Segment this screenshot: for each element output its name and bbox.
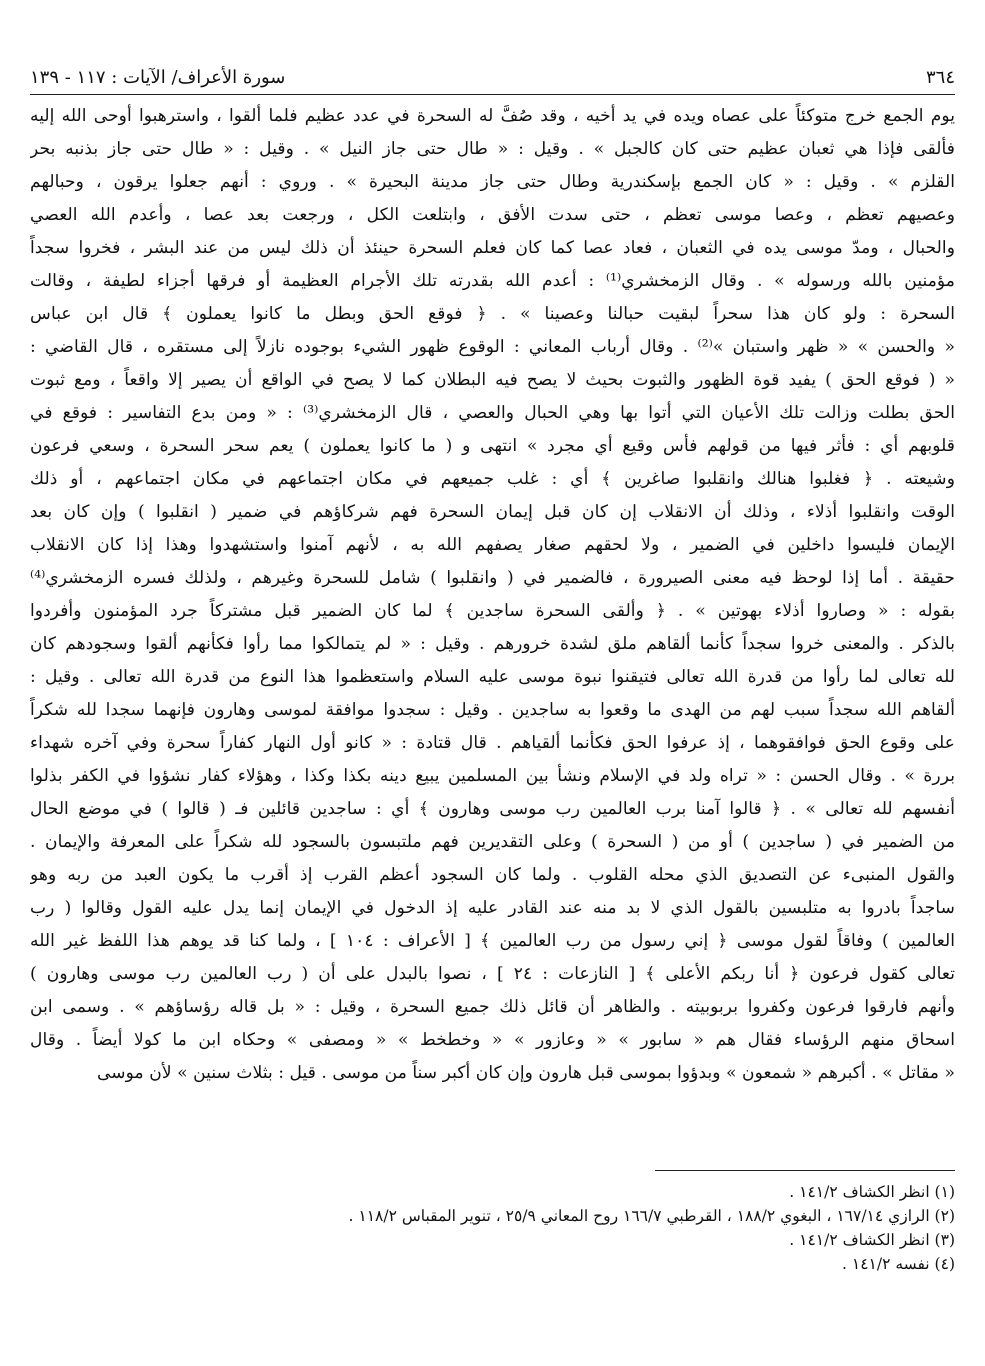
text-line: ساجداً بادروا به متلبسين بالقول الذي لا بد منه عند القادر عليه إذ الدخول في الإيمان إنما يدل عليه القول وقالوا ( رب [30, 898, 955, 918]
header-rule [30, 94, 955, 95]
text-line: العالمين ) وفاقاً لقول موسى ﴿ إني رسول من رب العالمين ﴾ [ الأعراف : ١٠٤ ] ، ولما كنا قد يوهم هذا اللفظ غير الله [30, 931, 955, 951]
text-line: تعالى كقول فرعون ﴿ أنا ربكم الأعلى ﴾ [ النازعات : ٢٤ ] ، نصوا بالبدل على أن ( رب العالمين رب موسى وهارون ) [30, 964, 955, 984]
text-line: « ( فوقع الحق ) يفيد قوة الظهور والثبوت بحيث لا يصح فيه البطلان كما لا يصح في الواقع أن يصير إلا واقعاً ، ومع ثبوت [30, 370, 955, 390]
text-line: على وقوع الحق فوافقوهما ، إذ عرفوا الحق فكأنما ألقياهم . قال قتادة : « كانو أول النهار كفاراً سحرة وفي آخره شهداء [30, 733, 955, 753]
text-line: والحبال ، ومدّ موسى يده في الثعبان ، فعاد عصا كما كان فعلم السحرة حينئذ أن ذلك ليس من عند البشر ، فخروا سجداً [30, 238, 955, 258]
text-line: « والحسن » « ظهر واستبان »⁽²⁾ . وقال أرباب المعاني : الوقوع ظهور الشيء بوجوده نازلاً إلى مستقره ، قال القاضي : [30, 337, 955, 357]
text-line: القلزم » . وقيل : « كان الجمع بإسكندرية وطال حتى جاز مدينة البحيرة » . وروي : أنهم جعلوا يرقون ، وحبالهم [30, 172, 955, 192]
footnote: (١) انظر الكشاف ١٤١/٢ . [789, 1183, 955, 1201]
page-number: ٣٦٤ [925, 67, 955, 88]
body-text [30, 100, 955, 1090]
running-title: سورة الأعراف/ الآيات : ١١٧ - ١٣٩ [30, 67, 286, 88]
page-header [30, 60, 955, 93]
text-line: لله تعالى لما رأوا من قدرة الله تعالى فتيقنوا نبوة موسى عليه السلام واستعظموا هذا النوع من قدرة الله تعالى . وقيل : [30, 667, 955, 687]
footnotes [30, 1180, 955, 1276]
text-line: الحق بطلت وزالت تلك الأعيان التي أتوا بها وهي الحبال والعصي ، قال الزمخشري⁽³⁾ : « ومن بدع التفاسير : فوقع في [30, 403, 955, 423]
text-line: بررة » . وقال الحسن : « تراه ولد في الإسلام ونشأ بين المسلمين يبيع دينه بكذا وكذا ، وهؤلاء كفار نشؤوا في الكفر بذلوا [30, 766, 955, 786]
text-line: الإيمان فليسوا داخلين في الضمير ، ولا لحقهم صغار يصفهم الله به ، لأنهم آمنوا واستشهدوا وهذا إذا كان الانقلاب [30, 535, 955, 555]
text-line: مؤمنين بالله ورسوله » . وقال الزمخشري⁽¹⁾ : أعدم الله بقدرته تلك الأجرام العظيمة أو فرقها أجزاء لطيفة ، وقالت [30, 271, 955, 291]
text-line: حقيقة . أما إذا لوحظ فيه معنى الصيرورة ، فالضمير في ( وانقلبوا ) شامل للسحرة وغيرهم ، ولذلك فسره الزمخشري⁽⁴⁾ [30, 568, 955, 588]
text-line: يوم الجمع خرج متوكئاً على عصاه ويده في يد أخيه ، وقد صُفَّ له السحرة في عدد عظيم فلما ألقوا ، واسترهبوا أوحى الله إليه [30, 106, 955, 126]
text-line: ألقاهم الله سجداً سبب لهم من الهدى ما وقعوا به ساجدين . وقيل : سجدوا موافقة لموسى وهارون فإنهما سجدا لله شكراً [30, 700, 955, 720]
text-line: والقول المنبىء عن التصديق الذي محله القلوب . ولما كان السجود أعظم القرب إذ أقرب ما يكون العبد من ربه وهو [30, 865, 955, 885]
text-line: أنفسهم لله تعالى » . ﴿ قالوا آمنا برب العالمين رب موسى وهارون ﴾ أي : ساجدين قائلين فـ ( قالوا ) في موضع الحال [30, 799, 955, 819]
footnote: (٣) انظر الكشاف ١٤١/٢ . [789, 1231, 955, 1249]
text-line: اسحاق منهم الرؤساء فقال هم « سابور » « وعازور » « وخطخط » « ومصفى » وحكاه ابن ما كولا أيضاً . وقال [30, 1030, 955, 1050]
text-line: وأنهم فارقوا فرعون وكفروا بربوبيته . والظاهر أن قائل ذلك جميع السحرة ، وقيل : « بل قاله رؤساؤهم » . وسمى ابن [30, 997, 955, 1017]
text-line: بقوله : « وصاروا أذلاء بهوتين » . ﴿ وألقى السحرة ساجدين ﴾ لما كان الضمير قبل مشتركاً جرد المؤمنون وأفردوا [30, 601, 955, 621]
text-line: وشيعته . ﴿ فغلبوا هنالك وانقلبوا صاغرين ﴾ أي : غلب جميعهم في مكان اجتماعهم في مكان اجتماعهم ، أو ذلك [30, 469, 955, 489]
text-line: قلوبهم أي : فأثر فيها من قولهم فأس وقيع أي مجرد » انتهى و ( ما كانوا يعملون ) يعم سحر السحرة ، وسعي فرعون [30, 436, 955, 456]
footnote: (٤) نفسه ١٤١/٢ . [842, 1255, 955, 1273]
document-page [30, 0, 955, 1366]
text-line: فألقى فإذا هي ثعبان عظيم حتى كان كالجبل » . وقيل : « طال حتى جاز النيل » . وقيل : « طال حتى جاز بذنبه بحر [30, 139, 955, 159]
text-line: السحرة : ولو كان هذا سحراً لبقيت حبالنا وعصينا » . ﴿ فوقع الحق وبطل ما كانوا يعملون ﴾ قال ابن عباس [30, 304, 955, 324]
text-line: من الضمير في ( ساجدين ) أو من ( السحرة ) وعلى التقديرين فهم ملتبسون بالسجود لله شكراً على المعرفة والإيمان . [30, 832, 955, 852]
text-line: الوقت وانقلبوا أذلاء ، وذلك أن الانقلاب إن كان قبل إيمان السحرة فهم شركاؤهم في ضمير ( انقلبوا ) وإن كان بعد [30, 502, 955, 522]
footnote-rule [655, 1170, 955, 1171]
footnote: (٢) الرازي ١٦٧/١٤ ، البغوي ١٨٨/٢ ، القرطبي ١٦٦/٧ روح المعاني ٢٥/٩ ، تنوير المقباس ١١٨/٢ . [348, 1207, 955, 1225]
text-line: « مقاتل » . أكبرهم « شمعون » وبدؤوا بموسى قبل هارون وإن كان أكبر سناً من موسى . قيل : بثلاث سنين » لأن موسى [96, 1063, 955, 1083]
text-line: وعصيهم تعظم ، وعصا موسى تعظم ، حتى سدت الأفق ، وابتلعت الكل ، ورجعت بعد عصا ، وأعدم الله العصي [30, 205, 955, 225]
text-line: بالذكر . والمعنى خروا سجداً كأنما ألقاهم ملق لشدة خرورهم . وقيل : « لم يتمالكوا مما رأوا فكأنهم ألقوا وسجودهم كان [30, 634, 955, 654]
